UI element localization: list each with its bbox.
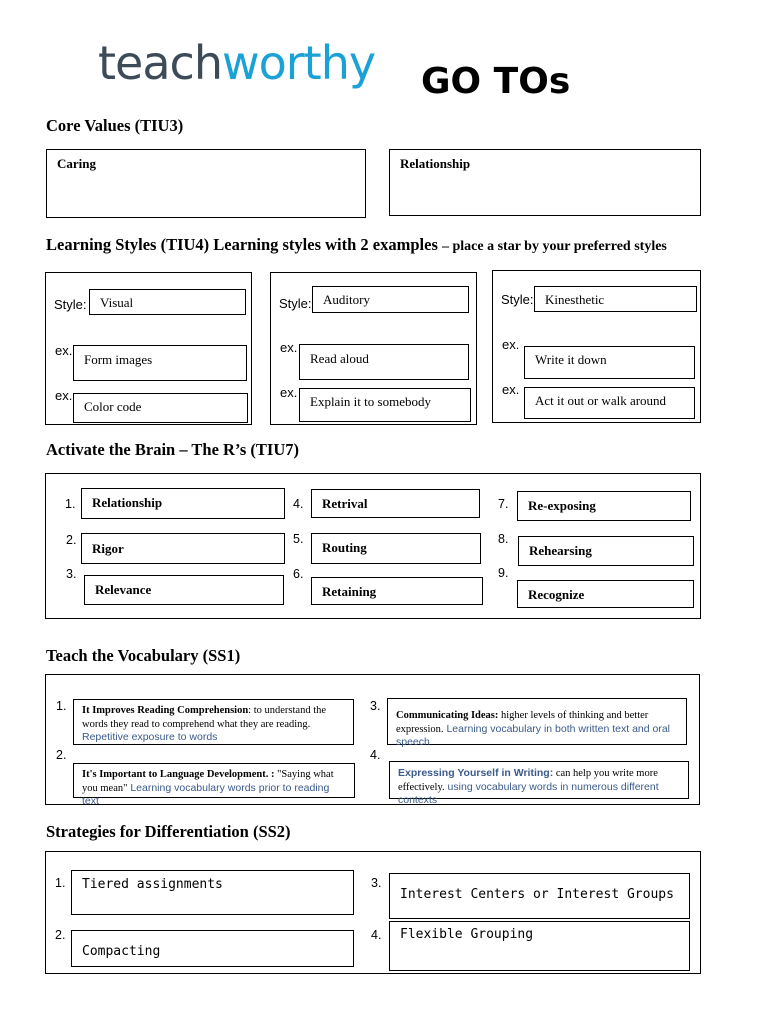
kinesthetic-example-2: Act it out or walk around: [524, 387, 695, 419]
activate-brain-heading: Activate the Brain – The R’s (TIU7): [46, 440, 299, 459]
r-recognize: Recognize: [517, 580, 694, 608]
strategy-tiered-assignments: Tiered assignments: [71, 870, 354, 915]
auditory-example-1: Read aloud: [299, 344, 469, 380]
r-retrival: Retrival: [311, 489, 480, 518]
r-rigor: Rigor: [81, 533, 285, 564]
vocab-item-2: It's Important to Language Development. : "Saying what you mean" Learning vocabulary words prior to reading text: [73, 763, 355, 798]
strategies-heading: Strategies for Differentiation (SS2): [46, 822, 291, 841]
r-number: 8.: [498, 532, 509, 546]
r-number: 7.: [498, 497, 509, 511]
r-number: 2.: [66, 533, 77, 547]
teachworthy-logo: teachworthy: [98, 36, 376, 90]
r-number: 5.: [293, 532, 304, 546]
vocab-item-3: Communicating Ideas: higher levels of thinking and better expression. Learning vocabulary in both written text and oral speech: [387, 698, 687, 745]
strategy-compacting: Compacting: [71, 930, 354, 967]
r-number: 6.: [293, 567, 304, 581]
r-rehearsing: Rehearsing: [518, 536, 694, 566]
r-relevance: Relevance: [84, 575, 284, 605]
vocab-number: 4.: [370, 748, 381, 762]
ex-label: ex.: [502, 337, 520, 352]
strategy-interest-centers: Interest Centers or Interest Groups: [389, 873, 690, 919]
kinesthetic-example-1: Write it down: [524, 346, 695, 379]
vocab-item-1: It Improves Reading Comprehension: to understand the words they read to comprehend what they are reading. Repetitive exposure to words: [73, 699, 354, 745]
style-kinesthetic: Kinesthetic: [534, 286, 697, 312]
strategy-number: 3.: [371, 876, 382, 890]
strategy-number: 4.: [371, 928, 382, 942]
r-routing: Routing: [311, 533, 481, 564]
vocab-number: 3.: [370, 699, 381, 713]
strategy-number: 1.: [55, 876, 66, 890]
style-label: Style:: [279, 296, 312, 311]
r-number: 4.: [293, 497, 304, 511]
ex-label: ex.: [280, 340, 298, 355]
style-visual: Visual: [89, 289, 246, 315]
ex-label: ex.: [55, 343, 73, 358]
vocab-number: 2.: [56, 748, 67, 762]
vocab-item-4: Expressing Yourself in Writing: can help you write more effectively. using vocabulary words in numerous different contexts: [389, 761, 689, 799]
r-relationship: Relationship: [81, 488, 285, 519]
vocabulary-heading: Teach the Vocabulary (SS1): [46, 646, 241, 665]
page-title: GO TOs: [421, 61, 571, 102]
auditory-example-2: Explain it to somebody: [299, 388, 471, 422]
style-label: Style:: [501, 292, 534, 307]
r-re-exposing: Re-exposing: [517, 491, 691, 521]
r-number: 3.: [66, 567, 77, 581]
core-values-heading: Core Values (TIU3): [46, 116, 184, 135]
visual-example-2: Color code: [73, 393, 248, 423]
ex-label: ex.: [55, 388, 73, 403]
r-number: 1.: [65, 497, 76, 511]
visual-example-1: Form images: [73, 345, 247, 381]
style-label: Style:: [54, 297, 87, 312]
vocab-number: 1.: [56, 699, 67, 713]
strategy-number: 2.: [55, 928, 66, 942]
core-value-caring: Caring: [57, 156, 96, 171]
r-retaining: Retaining: [311, 577, 483, 605]
style-auditory: Auditory: [312, 286, 469, 313]
ex-label: ex.: [502, 382, 520, 397]
core-value-box-1: [46, 149, 366, 218]
strategy-flexible-grouping: Flexible Grouping: [389, 921, 690, 971]
core-value-box-2: [389, 149, 701, 216]
ex-label: ex.: [280, 385, 298, 400]
learning-styles-heading: Learning Styles (TIU4) Learning styles with 2 examples – place a star by your preferred styles: [46, 235, 667, 254]
core-value-relationship: Relationship: [400, 156, 471, 171]
r-number: 9.: [498, 566, 509, 580]
